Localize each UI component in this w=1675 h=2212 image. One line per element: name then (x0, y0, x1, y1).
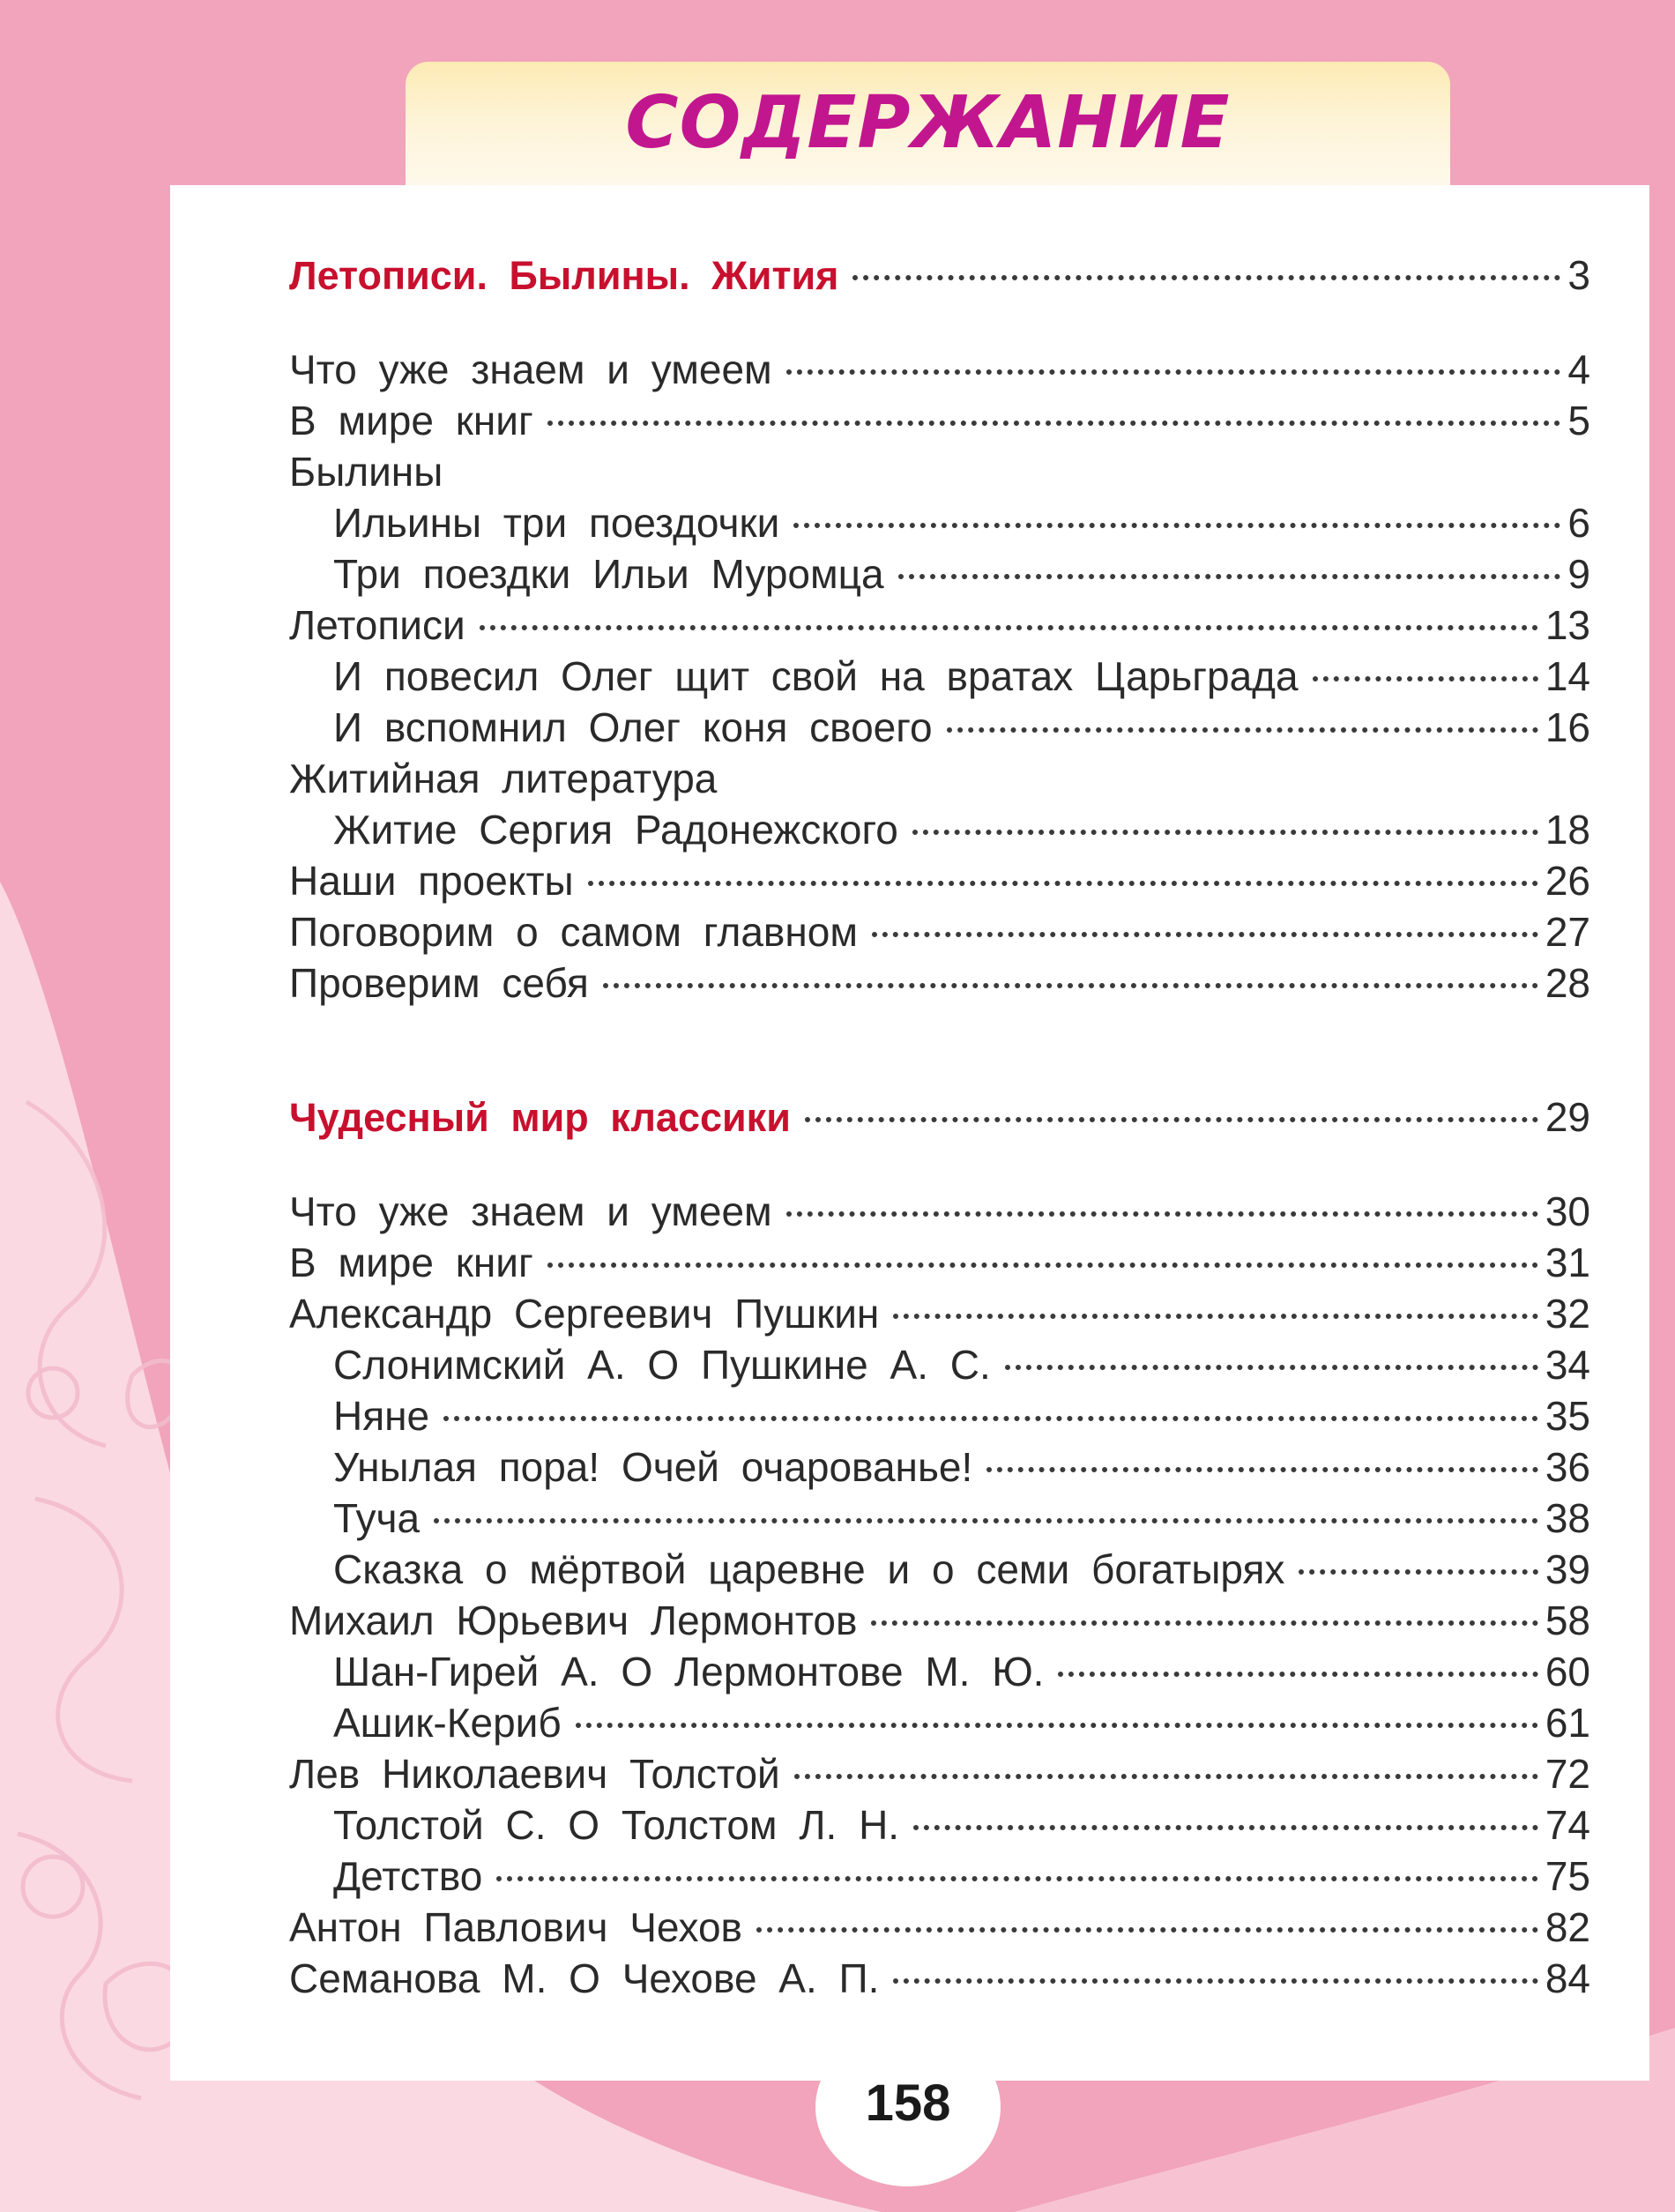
toc-entry-text: Унылая пора! Очей очарованье! (333, 1444, 973, 1490)
toc-entry-text: Ильины три поездочки (333, 500, 780, 546)
toc-dot-leader (1005, 1365, 1538, 1370)
toc-dot-leader (872, 932, 1538, 937)
toc-entry-text: В мире книг (289, 398, 533, 443)
toc-entry-text: Толстой С. О Толстом Л. Н. (333, 1802, 900, 1848)
toc-dot-leader (576, 1723, 1538, 1728)
toc-page-number: 9 (1567, 551, 1590, 597)
toc-entry-text: Лев Николаевич Толстой (289, 1751, 780, 1797)
toc-page-number: 39 (1545, 1546, 1590, 1592)
toc-dot-leader (756, 1927, 1538, 1933)
toc-group-label (289, 446, 1590, 497)
toc-entry-text: Былины (289, 449, 443, 495)
toc-dot-leader (1299, 1569, 1537, 1575)
toc-page-number: 60 (1545, 1649, 1590, 1694)
toc-page-number: 61 (1545, 1700, 1590, 1746)
toc-dot-leader (986, 1467, 1538, 1472)
toc-dot-leader (547, 421, 1561, 426)
toc-entry-text: Михаил Юрьевич Лермонтов (289, 1598, 858, 1643)
toc-entry-text: Летописи (289, 602, 465, 648)
toc-page-number: 84 (1545, 1955, 1590, 2001)
toc-entry[interactable] (289, 1339, 1590, 1390)
toc-entry-text: Три поездки Ильи Муромца (333, 551, 884, 597)
toc-entry-text: Сказка о мёртвой царевне и о семи богатырях (333, 1546, 1285, 1592)
toc-entry-text: Шан-Гирей А. О Лермонтове М. Ю. (333, 1649, 1045, 1694)
toc-entry[interactable] (289, 1851, 1590, 1902)
toc-page-number: 30 (1545, 1188, 1590, 1234)
toc-dot-leader (871, 1620, 1537, 1626)
toc-page-number: 58 (1545, 1598, 1590, 1643)
toc-dot-leader (1313, 676, 1538, 681)
toc-section-1 (289, 250, 1590, 301)
toc-page-number: 72 (1545, 1751, 1590, 1797)
toc-entry[interactable] (289, 1493, 1590, 1544)
toc-entry[interactable] (289, 906, 1590, 957)
toc-page-number: 28 (1545, 960, 1590, 1006)
toc-dot-leader (793, 523, 1560, 528)
toc-entry-text: Детство (333, 1853, 483, 1899)
page-number: 158 (865, 2074, 951, 2132)
toc-entry-text: Проверим себя (289, 960, 589, 1006)
toc-page-number: 18 (1545, 807, 1590, 853)
toc-entry-text: Что уже знаем и умеем (289, 1188, 772, 1234)
toc-entry[interactable] (289, 497, 1590, 548)
toc-section-2-items (289, 1186, 1590, 2004)
toc-entry[interactable] (289, 702, 1590, 753)
toc-dot-leader (480, 625, 1538, 630)
toc-page-number: 3 (1567, 252, 1590, 298)
toc-entry-text: Наши проекты (289, 858, 574, 904)
toc-entry-text: Житие Сергия Радонежского (333, 807, 898, 853)
toc-entry[interactable] (289, 1186, 1590, 1237)
toc-section-heading[interactable] (289, 250, 1590, 301)
toc-entry-text: И вспомнил Олег коня своего (333, 704, 933, 750)
toc-page-number: 36 (1545, 1444, 1590, 1490)
toc-page-number: 27 (1545, 909, 1590, 955)
toc-entry[interactable] (289, 395, 1590, 446)
toc-heading-text: Чудесный мир классики (289, 1095, 791, 1140)
toc-entry[interactable] (289, 1237, 1590, 1288)
toc-dot-leader (912, 830, 1538, 835)
toc-entry-text: И повесил Олег щит свой на вратах Царьграда (333, 653, 1299, 699)
toc-entry-text: Няне (333, 1393, 430, 1439)
toc-page-number: 82 (1545, 1904, 1590, 1950)
toc-entry[interactable] (289, 855, 1590, 906)
toc-section-heading[interactable] (289, 1091, 1590, 1143)
toc-dot-leader (434, 1518, 1538, 1523)
toc-entry[interactable] (289, 600, 1590, 651)
toc-entry[interactable] (289, 1390, 1590, 1441)
toc-entry[interactable] (289, 1441, 1590, 1493)
toc-entry-text: Житийная литература (289, 756, 718, 801)
toc-heading-text: Летописи. Былины. Жития (289, 253, 839, 298)
toc-page-number: 74 (1545, 1802, 1590, 1848)
toc-entry-text: Ашик-Кериб (333, 1700, 562, 1746)
toc-entry-text: В мире книг (289, 1240, 533, 1285)
toc-entry-text: Поговорим о самом главном (289, 909, 858, 955)
toc-entry[interactable] (289, 1544, 1590, 1595)
toc-page-number: 13 (1545, 602, 1590, 648)
toc-dot-leader (893, 1978, 1537, 1984)
toc-dot-leader (496, 1876, 1537, 1881)
toc-dot-leader (898, 574, 1561, 579)
toc-page-number: 32 (1545, 1291, 1590, 1337)
toc-page-number: 29 (1545, 1094, 1590, 1140)
toc-entry[interactable] (289, 1748, 1590, 1799)
toc-entry[interactable] (289, 1902, 1590, 1953)
toc-entry[interactable] (289, 651, 1590, 702)
toc-dot-leader (588, 881, 1538, 886)
toc-section-2 (289, 1091, 1590, 1143)
toc-page-number: 26 (1545, 858, 1590, 904)
toc-group-label (289, 753, 1590, 804)
toc-entry[interactable] (289, 1595, 1590, 1646)
toc-page-number: 31 (1545, 1240, 1590, 1285)
toc-dot-leader (794, 1774, 1538, 1779)
page-title: СОДЕРЖАНИЕ (625, 81, 1231, 165)
toc-page-number: 14 (1545, 653, 1590, 699)
toc-entry-text: Семанова М. О Чехове А. П. (289, 1955, 880, 2001)
toc-page-number: 38 (1545, 1495, 1590, 1541)
toc-entry-text: Что уже знаем и умеем (289, 346, 772, 392)
toc-page-number: 6 (1567, 500, 1590, 546)
toc-page-number: 35 (1545, 1393, 1590, 1439)
toc-section-1-items (289, 344, 1590, 1009)
toc-dot-leader (947, 727, 1538, 733)
toc-entry[interactable] (289, 1697, 1590, 1748)
toc-entry[interactable] (289, 1646, 1590, 1697)
toc-entry[interactable] (289, 1288, 1590, 1339)
toc-entry[interactable] (289, 1799, 1590, 1851)
toc-dot-leader (547, 1262, 1538, 1268)
toc-dot-leader (786, 369, 1561, 375)
toc-dot-leader (893, 1314, 1538, 1319)
toc-dot-leader (603, 983, 1538, 988)
toc-dot-leader (805, 1117, 1538, 1122)
toc-dot-leader (913, 1825, 1538, 1830)
toc-page-number: 16 (1545, 704, 1590, 750)
toc-page-number: 4 (1567, 346, 1590, 392)
toc-entry[interactable] (289, 957, 1590, 1009)
toc-dot-leader (786, 1211, 1538, 1217)
toc-entry[interactable] (289, 804, 1590, 855)
toc-dot-leader (443, 1416, 1538, 1421)
toc-page-number: 34 (1545, 1342, 1590, 1388)
toc-page-number: 5 (1567, 398, 1590, 443)
toc-entry[interactable] (289, 1953, 1590, 2004)
toc-entry-text: Туча (333, 1495, 421, 1541)
toc-entry-text: Слонимский А. О Пушкине А. С. (333, 1342, 991, 1388)
toc-dot-leader (852, 275, 1560, 280)
toc-entry-text: Антон Павлович Чехов (289, 1904, 742, 1950)
toc-dot-leader (1058, 1672, 1537, 1677)
toc-entry[interactable] (289, 548, 1590, 600)
toc-page-number: 75 (1545, 1853, 1590, 1899)
toc-entry[interactable] (289, 344, 1590, 395)
toc-entry-text: Александр Сергеевич Пушкин (289, 1291, 880, 1337)
